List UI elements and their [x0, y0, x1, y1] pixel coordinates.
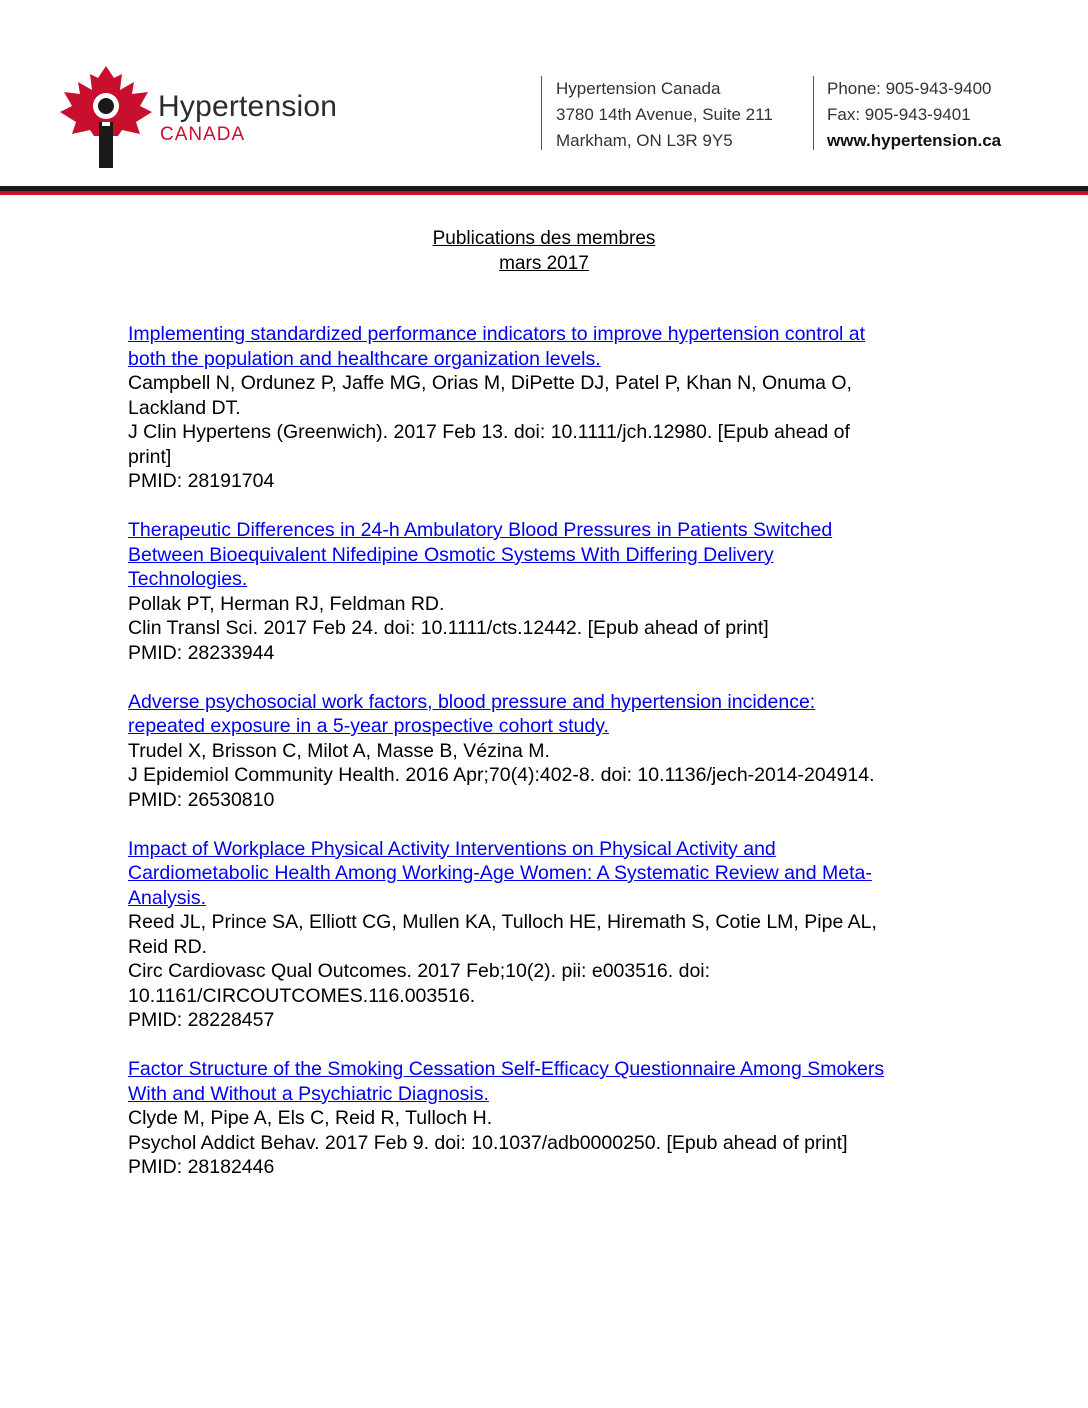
publication-citation: Circ Cardiovasc Qual Outcomes. 2017 Feb;10(2). pii: e003516. doi: 10.1161/CIRCOUTCOMES.116.003516. [128, 960, 711, 1007]
divider [813, 76, 814, 150]
publication-pmid: PMID: 28191704 [128, 470, 275, 492]
letterhead [0, 0, 1088, 200]
publication-item [128, 518, 968, 665]
publication-authors: Reed JL, Prince SA, Elliott CG, Mullen KA, Tulloch HE, Hiremath S, Cotie LM, Pipe AL, Reid RD. [128, 911, 877, 958]
publication-pmid: PMID: 28228457 [128, 1009, 275, 1031]
publication-title-link[interactable]: Impact of Workplace Physical Activity Interventions on Physical Activity and Cardiometabolic Health Among Working-Age Women: A Systematic Review and Meta- Analysis. [128, 837, 872, 909]
publication-authors: Campbell N, Ordunez P, Jaffe MG, Orias M, DiPette DJ, Patel P, Khan N, Onuma O, Lackland DT. [128, 372, 852, 419]
publication-title-link[interactable]: Therapeutic Differences in 24-h Ambulatory Blood Pressures in Patients Switched Between Bioequivalent Nifedipine Osmotic Systems With Differing Delivery Technologies. [128, 519, 833, 590]
publication-authors: Clyde M, Pipe A, Els C, Reid R, Tulloch H. [128, 1107, 493, 1129]
publication-item [128, 1057, 968, 1180]
header-band-red [0, 191, 1088, 195]
brand-country: CANADA [160, 124, 246, 145]
website-link[interactable]: www.hypertension.ca [827, 131, 1002, 150]
title-date: mars 2017 [499, 253, 589, 274]
fax: Fax: 905-943-9401 [827, 105, 971, 124]
hypertension-canada-logo [60, 64, 350, 174]
maple-leaf-icon [60, 64, 160, 174]
publication-list [128, 322, 968, 1204]
brand-name: Hypertension [158, 90, 338, 123]
address-block [556, 76, 773, 154]
publication-item [128, 322, 968, 494]
publication-item [128, 837, 968, 1033]
publication-title-link[interactable]: Implementing standardized performance indicators to improve hypertension control at both the population and healthcare organization levels. [128, 323, 866, 370]
publication-pmid: PMID: 28233944 [128, 641, 275, 664]
publication-pmid: PMID: 26530810 [128, 788, 275, 811]
publication-pmid: PMID: 28182446 [128, 1156, 275, 1178]
publication-citation: J Clin Hypertens (Greenwich). 2017 Feb 13. doi: 10.1111/jch.12980. [Epub ahead of print] [128, 421, 850, 468]
publication-title-link[interactable]: Adverse psychosocial work factors, blood pressure and hypertension incidence: repeated exposure in a 5-year prospective cohort study. [128, 690, 816, 737]
publication-title-link[interactable]: Factor Structure of the Smoking Cessation Self-Efficacy Questionnaire Among Smokers With and Without a Psychiatric Diagnosis. [128, 1058, 885, 1105]
contact-block [827, 76, 1001, 154]
publication-citation: Psychol Addict Behav. 2017 Feb 9. doi: 10.1037/adb0000250. [Epub ahead of print] [128, 1131, 848, 1154]
page-title [0, 226, 1088, 276]
publication-authors: Pollak PT, Herman RJ, Feldman RD. [128, 592, 445, 615]
address-line: 3780 14th Avenue, Suite 211 [556, 105, 773, 124]
publication-authors: Trudel X, Brisson C, Milot A, Masse B, Vézina M. [128, 739, 550, 762]
publication-citation: J Epidemiol Community Health. 2016 Apr;70(4):402-8. doi: 10.1136/jech-2014-204914. [128, 764, 875, 786]
divider [541, 76, 542, 150]
address-line: Markham, ON L3R 9Y5 [556, 131, 733, 150]
publication-citation: Clin Transl Sci. 2017 Feb 24. doi: 10.1111/cts.12442. [Epub ahead of print] [128, 617, 769, 639]
address-line: Hypertension Canada [556, 79, 721, 98]
publication-item [128, 690, 968, 813]
title-line: Publications des membres [432, 228, 656, 249]
phone: Phone: 905-943-9400 [827, 79, 992, 98]
